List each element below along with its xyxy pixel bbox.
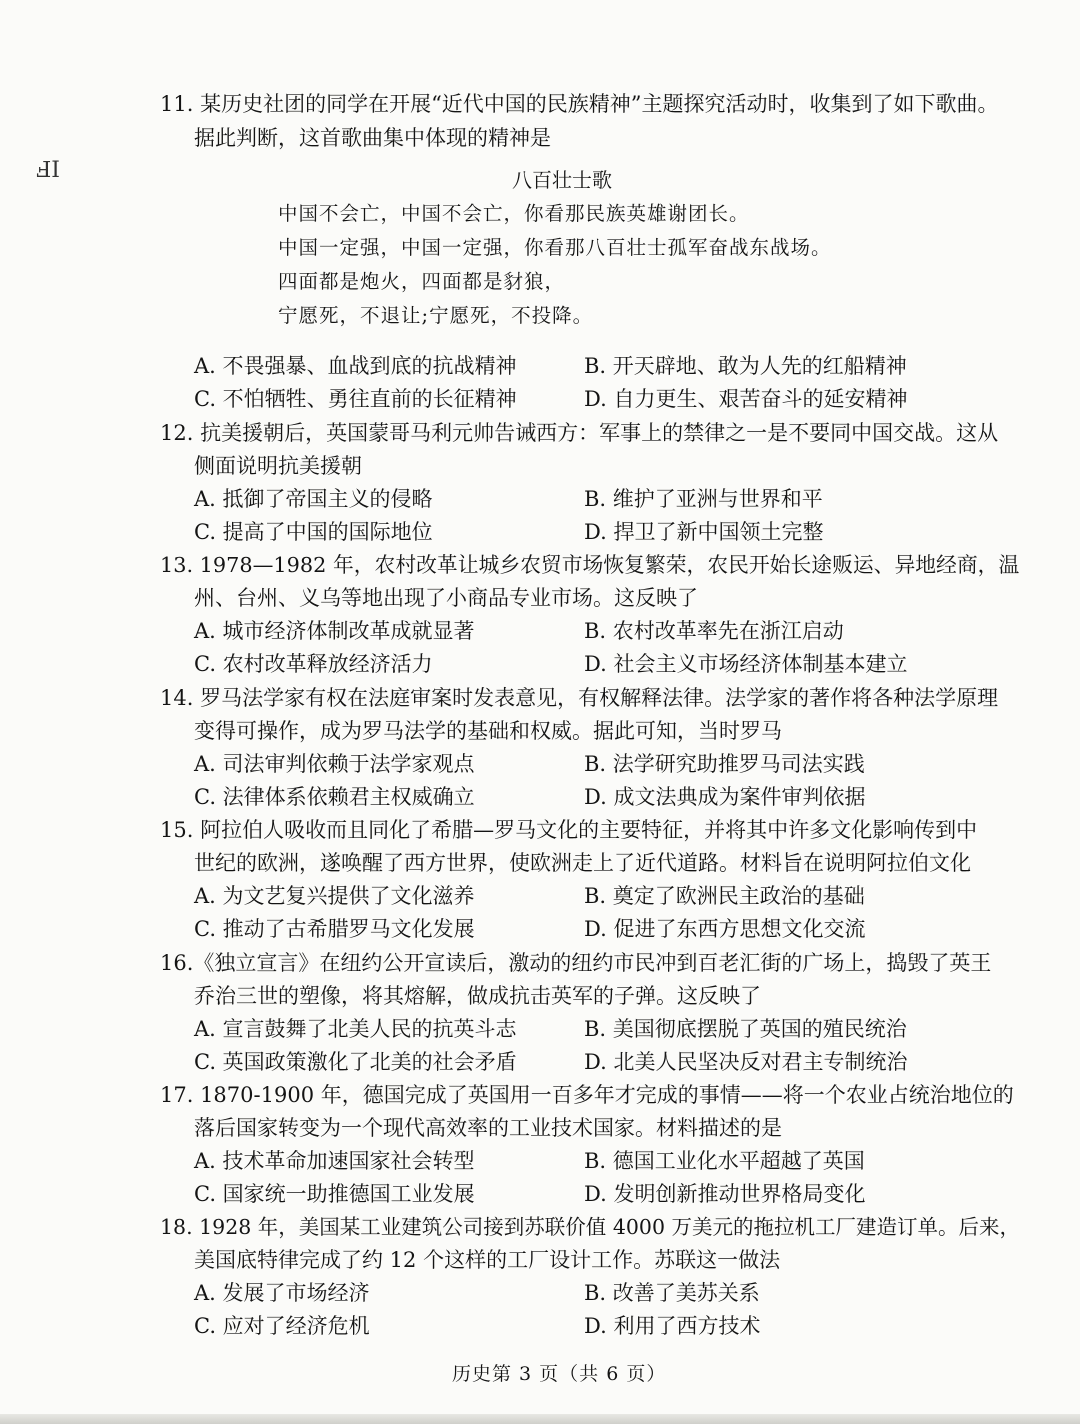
scan-bottom-edge bbox=[0, 1414, 1080, 1424]
song-lyric-line: 宁愿死，不退让;宁愿死，不投降。 bbox=[278, 304, 594, 327]
option-c: C. 应对了经济危机 bbox=[194, 1314, 370, 1338]
option-a: A. 发展了市场经济 bbox=[194, 1281, 370, 1305]
option-a: A. 技术革命加速国家社会转型 bbox=[194, 1149, 475, 1173]
option-d: D. 发明创新推动世界格局变化 bbox=[584, 1182, 866, 1206]
option-b: B. 美国彻底摆脱了英国的殖民统治 bbox=[584, 1017, 907, 1041]
question-stem-line: 世纪的欧洲，遂唤醒了西方世界，使欧洲走上了近代道路。材料旨在说明阿拉伯文化 bbox=[194, 851, 971, 875]
question-stem-line: 乔治三世的塑像，将其熔解，做成抗击英军的子弹。这反映了 bbox=[194, 984, 761, 1008]
song-lyric-line: 四面都是炮火，四面都是豺狼， bbox=[278, 270, 566, 293]
option-d: D. 促进了东西方思想文化交流 bbox=[584, 917, 866, 941]
question-stem-line: 变得可操作，成为罗马法学的基础和权威。据此可知，当时罗马 bbox=[194, 719, 782, 743]
option-b: B. 法学研究助推罗马司法实践 bbox=[584, 752, 865, 776]
option-d: D. 自力更生、艰苦奋斗的延安精神 bbox=[584, 387, 908, 411]
question-stem-line: 17. 1870-1900 年，德国完成了英国用一百多年才完成的事情——将一个农业占统治地位的 bbox=[160, 1083, 1014, 1107]
option-b: B. 改善了美苏关系 bbox=[584, 1281, 760, 1305]
option-c: C. 推动了古希腊罗马文化发展 bbox=[194, 917, 475, 941]
option-c: C. 提高了中国的国际地位 bbox=[194, 520, 433, 544]
question-stem-line: 据此判断，这首歌曲集中体现的精神是 bbox=[194, 126, 551, 150]
option-a: A. 城市经济体制改革成就显著 bbox=[194, 619, 475, 643]
question-stem-line: 侧面说明抗美援朝 bbox=[194, 454, 362, 478]
song-lyric-line: 中国一定强，中国一定强，你看那八百壮士孤军奋战东战场。 bbox=[278, 236, 832, 259]
option-b: B. 德国工业化水平超越了英国 bbox=[584, 1149, 865, 1173]
option-d: D. 利用了西方技术 bbox=[584, 1314, 761, 1338]
option-c: C. 英国政策激化了北美的社会矛盾 bbox=[194, 1050, 517, 1074]
option-a: A. 宣言鼓舞了北美人民的抗英斗志 bbox=[194, 1017, 517, 1041]
question-stem-line: 16.《独立宣言》在纽约公开宣读后，激动的纽约市民冲到百老汇街的广场上，捣毁了英王 bbox=[160, 951, 992, 975]
option-c: C. 农村改革释放经济活力 bbox=[194, 652, 433, 676]
question-stem-line: 落后国家转变为一个现代高效率的工业技术国家。材料描述的是 bbox=[194, 1116, 782, 1140]
question-stem-line: 15. 阿拉伯人吸收而且同化了希腊—罗马文化的主要特征，并将其中许多文化影响传到中 bbox=[160, 818, 978, 842]
question-stem-line: 美国底特律完成了约 12 个这样的工厂设计工作。苏联这一做法 bbox=[194, 1248, 781, 1272]
song-title: 八百壮士歌 bbox=[512, 168, 612, 192]
question-stem-line: 18. 1928 年，美国某工业建筑公司接到苏联价值 4000 万美元的拖拉机工厂建造订单。后来， bbox=[160, 1215, 1021, 1239]
option-b: B. 农村改革率先在浙江启动 bbox=[584, 619, 844, 643]
option-a: A. 抵御了帝国主义的侵略 bbox=[194, 487, 433, 511]
margin-mark: ℲⅠ bbox=[36, 158, 60, 183]
option-c: C. 国家统一助推德国工业发展 bbox=[194, 1182, 475, 1206]
option-c: C. 不怕牺牲、勇往直前的长征精神 bbox=[194, 387, 517, 411]
question-stem-line: 14. 罗马法学家有权在法庭审案时发表意见，有权解释法律。法学家的著作将各种法学原理 bbox=[160, 686, 999, 710]
option-a: A. 为文艺复兴提供了文化滋养 bbox=[194, 884, 475, 908]
option-d: D. 捍卫了新中国领土完整 bbox=[584, 520, 824, 544]
question-stem-line: 州、台州、义乌等地出现了小商品专业市场。这反映了 bbox=[194, 586, 698, 610]
option-b: B. 奠定了欧洲民主政治的基础 bbox=[584, 884, 865, 908]
option-c: C. 法律体系依赖君主权威确立 bbox=[194, 785, 475, 809]
option-a: A. 司法审判依赖于法学家观点 bbox=[194, 752, 475, 776]
song-lyric-line: 中国不会亡，中国不会亡，你看那民族英雄谢团长。 bbox=[278, 202, 750, 225]
question-stem-line: 13. 1978—1982 年，农村改革让城乡农贸市场恢复繁荣，农民开始长途贩运、异地经商，温 bbox=[160, 553, 1020, 577]
option-a: A. 不畏强暴、血战到底的抗战精神 bbox=[194, 354, 517, 378]
option-b: B. 维护了亚洲与世界和平 bbox=[584, 487, 823, 511]
page-footer: 历史第 3 页（共 6 页） bbox=[452, 1363, 667, 1385]
option-d: D. 成文法典成为案件审判依据 bbox=[584, 785, 866, 809]
question-stem-line: 12. 抗美援朝后，英国蒙哥马利元帅告诫西方：军事上的禁律之一是不要同中国交战。这从 bbox=[160, 421, 999, 445]
question-stem-line: 11. 某历史社团的同学在开展“近代中国的民族精神”主题探究活动时，收集到了如下歌曲。 bbox=[160, 92, 999, 116]
option-d: D. 社会主义市场经济体制基本建立 bbox=[584, 652, 908, 676]
option-d: D. 北美人民坚决反对君主专制统治 bbox=[584, 1050, 908, 1074]
option-b: B. 开天辟地、敢为人先的红船精神 bbox=[584, 354, 907, 378]
